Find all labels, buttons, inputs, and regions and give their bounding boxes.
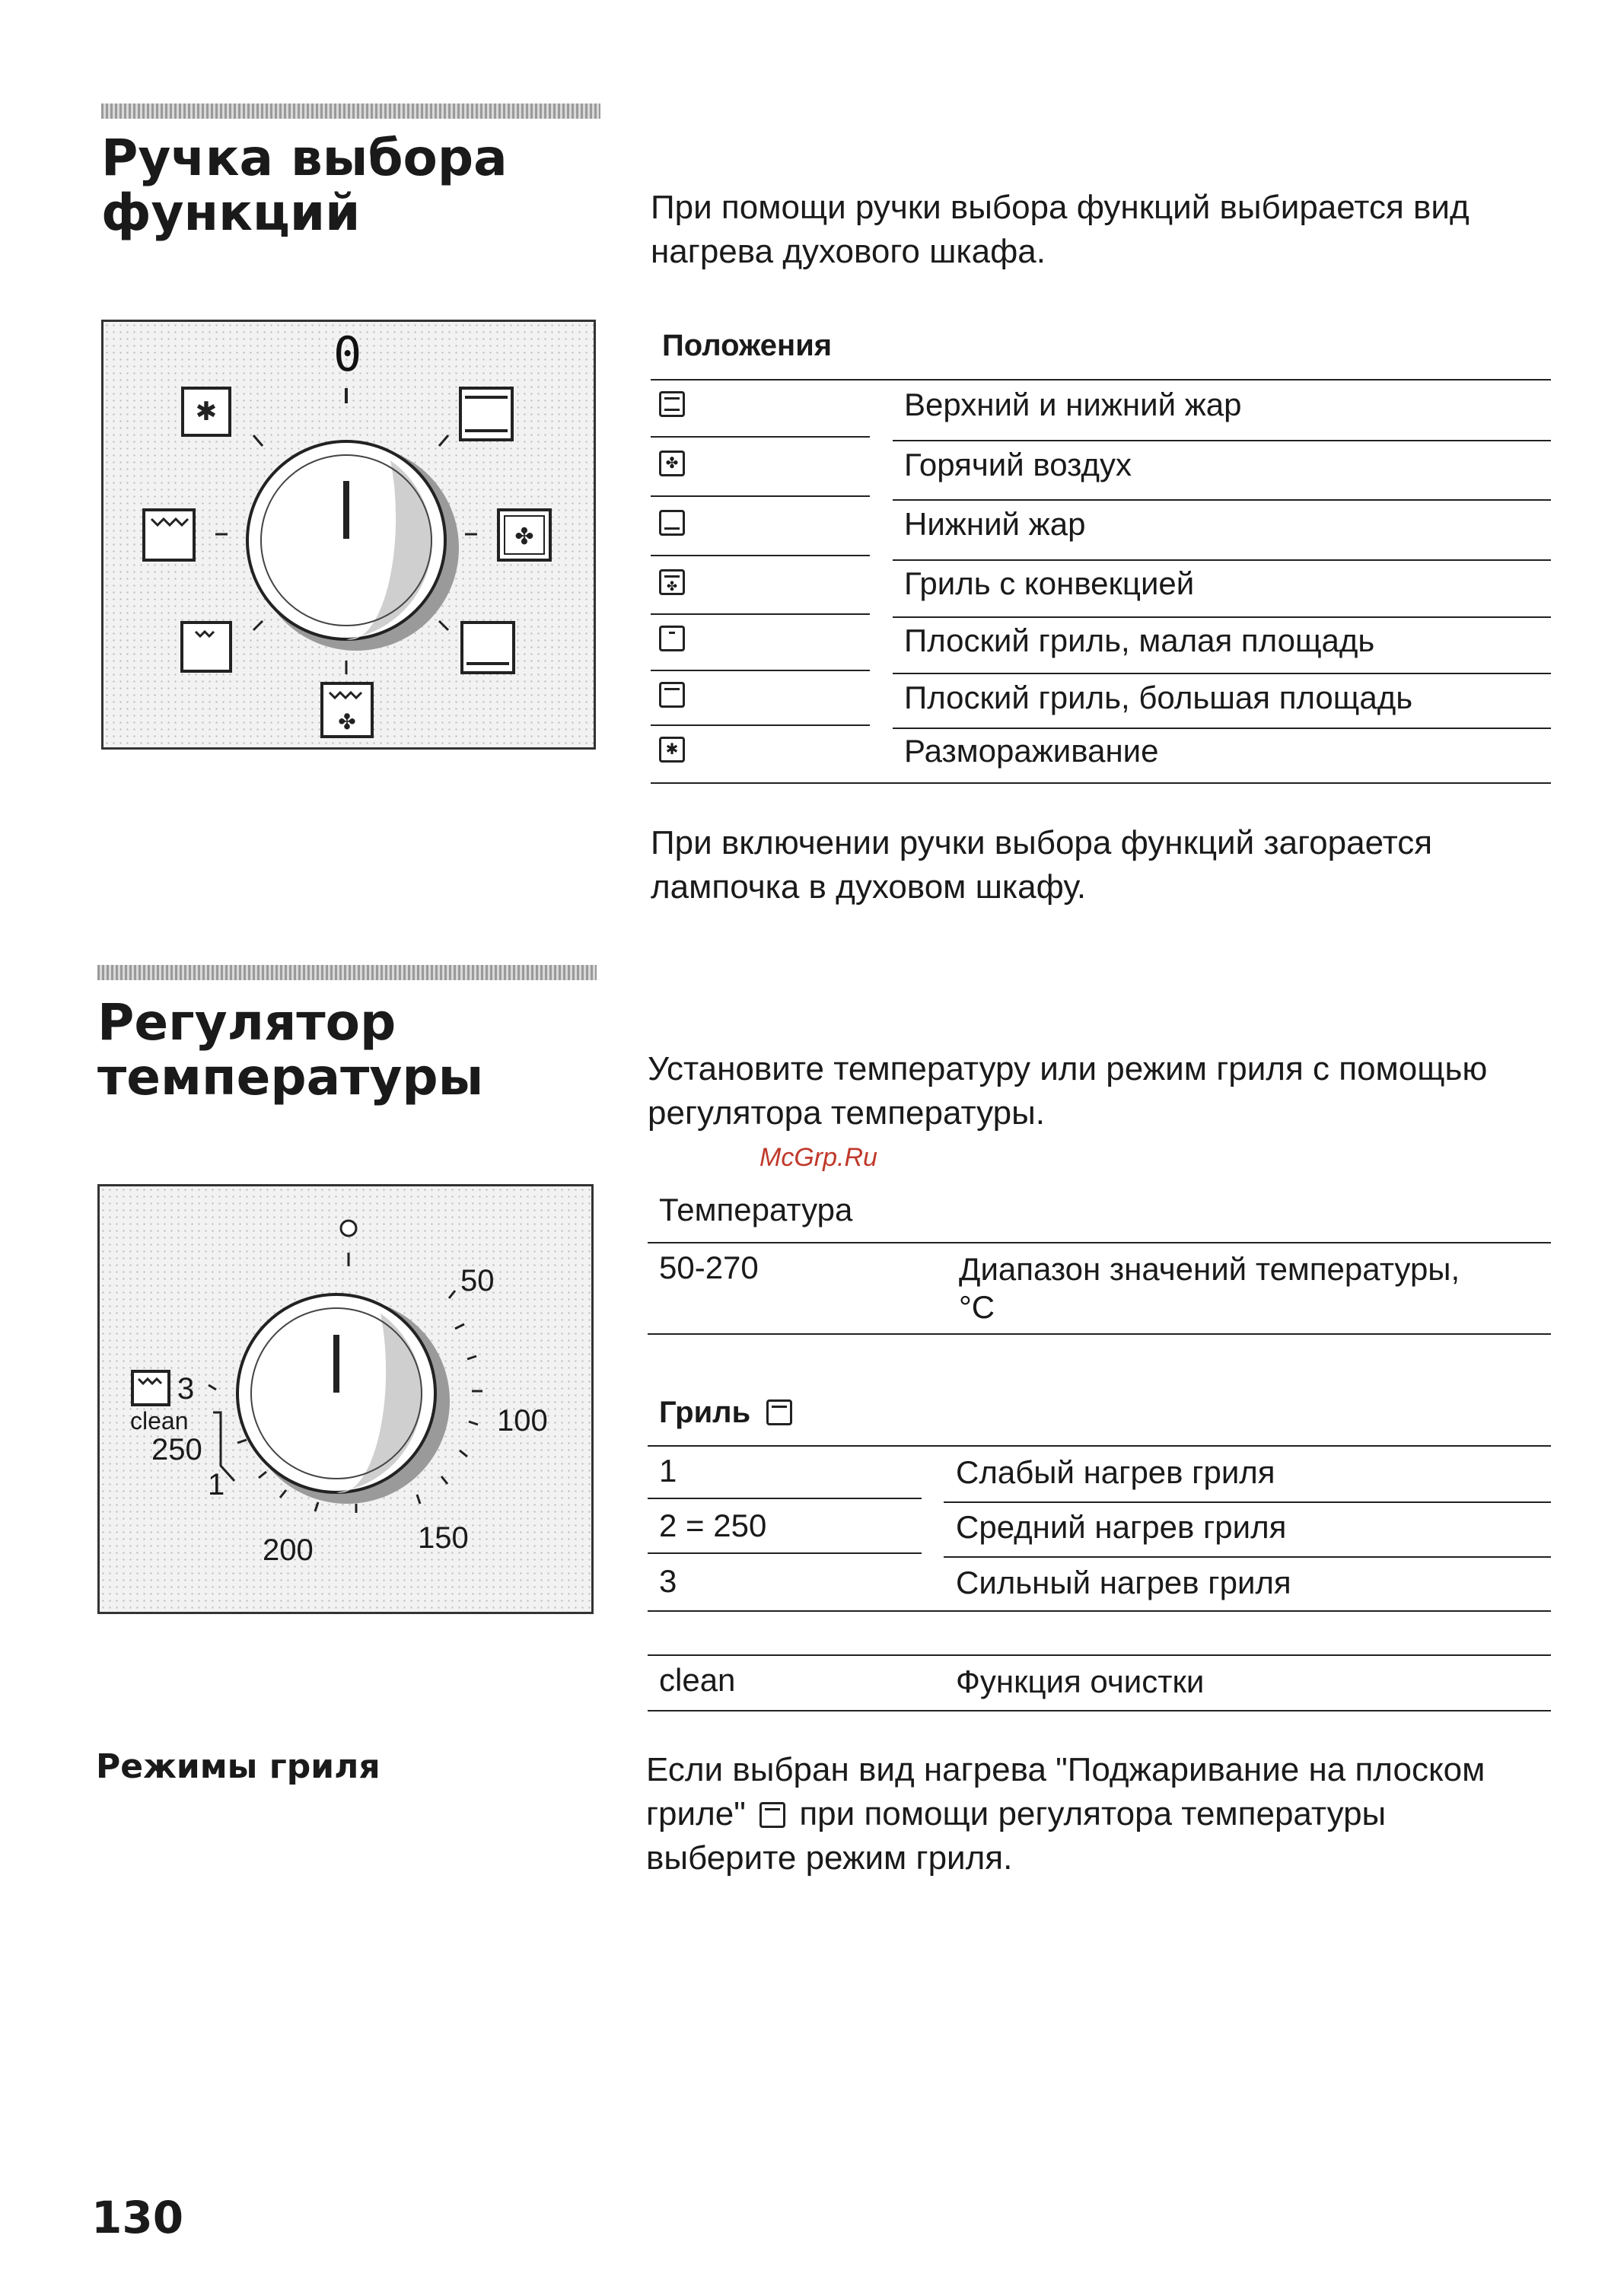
row-rule-right	[944, 1556, 1551, 1558]
grill-level-label: Слабый нагрев гриля	[956, 1454, 1275, 1490]
row-rule-right	[893, 440, 1551, 441]
grill-table-top-rule	[648, 1445, 1551, 1447]
grill-table-title: Гриль	[659, 1396, 751, 1429]
temperature-control-intro: Установите температуру или режим гриля с помощью регулятора температуры.	[648, 1050, 1488, 1132]
clean-label: Функция очистки	[956, 1664, 1205, 1699]
row-rule-left	[651, 436, 870, 438]
section-rule-middle	[97, 965, 597, 980]
grill-large-symbol-icon	[144, 510, 194, 560]
section-heading-temperature-control: Регулятор температуры	[97, 993, 484, 1106]
scale-label-250: 250	[151, 1433, 202, 1466]
grill-modes-heading: Режимы гриля	[96, 1747, 381, 1786]
scale-label-1: 1	[208, 1468, 225, 1501]
position-label: Размораживание	[904, 733, 1159, 769]
row-rule-right	[893, 616, 1551, 618]
function-selector-diagram	[101, 320, 596, 750]
dial-zero-label: 0	[333, 326, 362, 382]
function-selector-intro: При помощи ручки выбора функций выбирается вид нагрева духового шкафа.	[651, 189, 1470, 270]
svg-text:✤: ✤	[338, 709, 356, 734]
flat-grill-small-icon	[659, 626, 685, 651]
flat-grill-inline-icon	[759, 1802, 785, 1828]
row-rule-right	[944, 1501, 1551, 1503]
row-rule-right	[893, 728, 1551, 729]
grill-table-bottom-rule	[648, 1610, 1551, 1612]
temperature-range-desc: Диапазон значений температуры, °С	[959, 1251, 1460, 1325]
grill-modes-text	[646, 1748, 1521, 1880]
flat-grill-header-icon	[766, 1399, 792, 1425]
clean-key: clean	[659, 1662, 736, 1698]
grill-level-label: Сильный нагрев гриля	[956, 1565, 1291, 1600]
bottom-heat-symbol-icon	[462, 622, 514, 673]
row-rule-left	[651, 495, 870, 497]
scale-label-200: 200	[263, 1533, 314, 1567]
position-label: Плоский гриль, малая площадь	[904, 622, 1375, 658]
grill-small-symbol-icon	[182, 622, 231, 671]
function-selector-note: При включении ручки выбора функций загорается лампочка в духовом шкафу.	[651, 824, 1433, 906]
grill-level-key: 2 = 250	[659, 1508, 767, 1543]
temperature-dial	[97, 1184, 594, 1614]
positions-table-header: Положения	[662, 329, 833, 362]
scale-label-clean: clean	[130, 1407, 189, 1434]
row-rule-left	[651, 555, 870, 556]
scale-label-150: 150	[418, 1521, 469, 1555]
grill-level-key: 1	[659, 1453, 677, 1489]
row-rule-left	[648, 1552, 922, 1554]
row-rule-left	[648, 1498, 922, 1499]
watermark-text: McGrp.Ru	[759, 1143, 877, 1172]
scale-label-3: 3	[177, 1372, 195, 1406]
bottom-heat-icon	[659, 510, 685, 536]
grill-modes-text-end: при помощи регулятора температуры выберите режим гриля.	[646, 1795, 1387, 1877]
scale-label-100: 100	[497, 1404, 548, 1438]
page-number: 130	[91, 2192, 184, 2243]
position-label: Горячий воздух	[904, 447, 1132, 482]
row-rule-right	[893, 499, 1551, 501]
grill-mode-symbol-icon	[132, 1371, 169, 1405]
grill-table-header	[659, 1396, 792, 1430]
positions-table-top-rule	[651, 379, 1551, 380]
defrost-icon: ✱	[659, 737, 685, 763]
row-rule-right	[893, 673, 1551, 674]
svg-text:✤: ✤	[514, 524, 534, 550]
flat-grill-large-icon	[659, 682, 685, 708]
hot-air-symbol-icon	[498, 510, 550, 560]
top-bottom-heat-symbol-icon	[460, 388, 512, 440]
temperature-dial-diagram	[97, 1184, 594, 1614]
grill-convection-symbol-icon	[322, 683, 372, 737]
row-rule-left	[651, 613, 870, 615]
svg-text:✱: ✱	[195, 396, 218, 427]
hot-air-fan-icon: ✤	[659, 451, 685, 476]
clean-table-top-rule	[648, 1654, 1551, 1656]
clean-table-bottom-rule	[648, 1710, 1551, 1711]
row-rule-right	[893, 559, 1551, 561]
position-label: Нижний жар	[904, 506, 1086, 542]
row-rule-left	[651, 670, 870, 671]
grill-level-key: 3	[659, 1563, 677, 1599]
position-label: Плоский гриль, большая площадь	[904, 680, 1413, 715]
top-bottom-heat-icon	[659, 391, 685, 417]
table-bottom-rule	[651, 782, 1551, 784]
position-label: Верхний и нижний жар	[904, 387, 1242, 422]
function-selector-dial	[101, 320, 596, 750]
section-heading-function-selector: Ручка выбора функций	[101, 129, 508, 242]
position-label: Гриль с конвекцией	[904, 565, 1195, 601]
grill-level-label: Средний нагрев гриля	[956, 1509, 1287, 1545]
temperature-range: 50-270	[659, 1250, 759, 1285]
temperature-header: Температура	[659, 1192, 853, 1227]
scale-label-50: 50	[460, 1264, 495, 1298]
section-rule-top	[101, 103, 600, 119]
temperature-table-top-rule	[648, 1242, 1551, 1243]
temperature-table-bottom-rule	[648, 1333, 1551, 1335]
grill-modes-text-start: Если выбран вид нагрева "Поджаривание на плоском гриле"	[646, 1751, 1485, 1832]
row-rule-left	[651, 724, 870, 726]
grill-convection-icon: ✤	[659, 569, 685, 595]
defrost-symbol-icon	[183, 388, 230, 435]
